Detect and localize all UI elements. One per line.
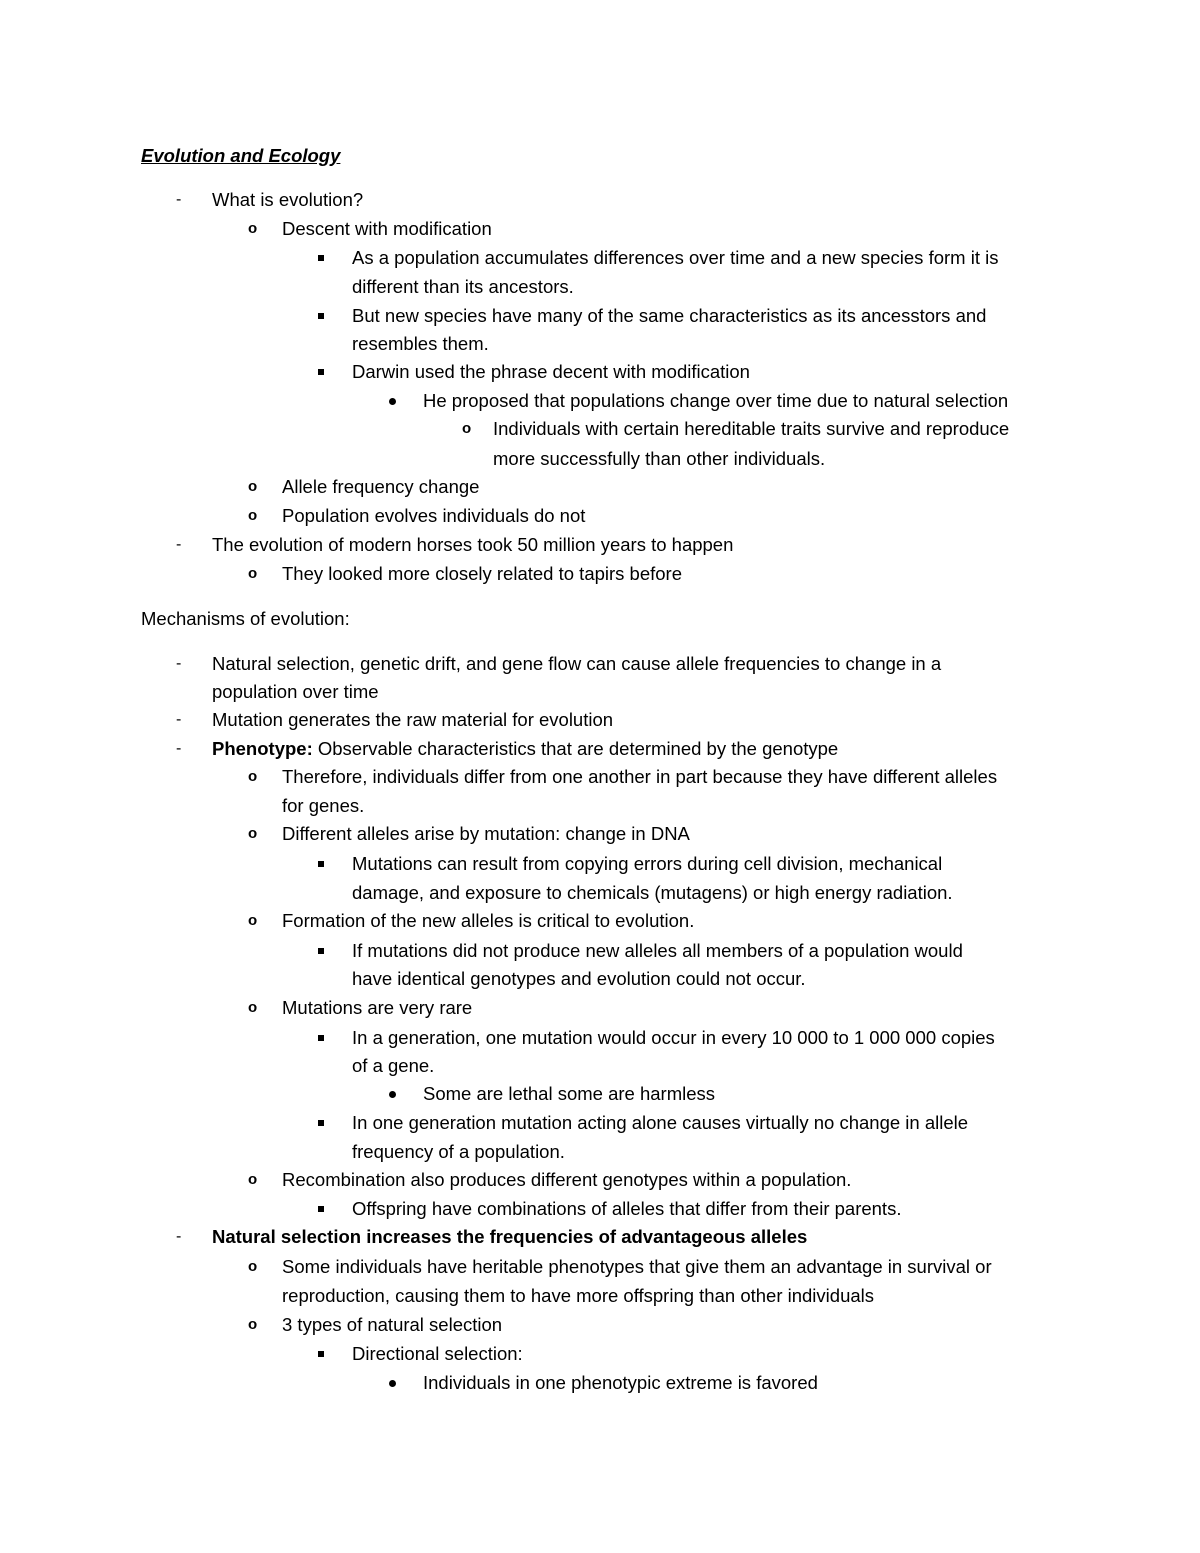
circle-bullet: o	[248, 912, 258, 929]
note-text: Observable characteristics that are determined by the genotype	[312, 738, 839, 759]
note-line: In one generation mutation acting alone causes virtually no change in allele	[352, 1112, 969, 1133]
square-bullet	[318, 369, 324, 375]
dash-bullet: -	[176, 711, 182, 728]
note-line: different than its ancestors.	[352, 276, 574, 297]
note-line: Recombination also produces different genotypes within a population.	[282, 1169, 852, 1190]
note-line: What is evolution?	[212, 189, 364, 210]
note-line: frequency of a population.	[352, 1141, 565, 1162]
circle-bullet: o	[248, 1258, 258, 1275]
circle-bullet: o	[248, 565, 258, 582]
dot-bullet	[389, 1380, 396, 1387]
note-line: If mutations did not produce new alleles all members of a population would	[352, 940, 963, 961]
note-line: In a generation, one mutation would occur in every 10 000 to 1 000 000 copies	[352, 1027, 995, 1048]
note-line: Mutations can result from copying errors during cell division, mechanical	[352, 853, 943, 874]
square-bullet	[318, 861, 324, 867]
note-line: Some are lethal some are harmless	[423, 1083, 716, 1104]
note-line: population over time	[212, 681, 379, 702]
note-line: of a gene.	[352, 1055, 435, 1076]
note-line: Different alleles arise by mutation: change in DNA	[282, 823, 690, 844]
note-line: Offspring have combinations of alleles that differ from their parents.	[352, 1198, 902, 1219]
note-line: Population evolves individuals do not	[282, 505, 586, 526]
square-bullet	[318, 1351, 324, 1357]
note-line: They looked more closely related to tapirs before	[282, 563, 683, 584]
square-bullet	[318, 1206, 324, 1212]
section-heading: Mechanisms of evolution:	[141, 608, 350, 629]
dash-bullet: -	[176, 740, 182, 757]
dash-bullet: -	[176, 191, 182, 208]
note-line: Formation of the new alleles is critical to evolution.	[282, 910, 695, 931]
circle-bullet: o	[248, 507, 258, 524]
dash-bullet: -	[176, 655, 182, 672]
note-line: He proposed that populations change over time due to natural selection	[423, 390, 1009, 411]
note-line: Mutations are very rare	[282, 997, 473, 1018]
dash-bullet: -	[176, 1228, 182, 1245]
note-line: 3 types of natural selection	[282, 1314, 503, 1335]
circle-bullet: o	[248, 768, 258, 785]
note-line: But new species have many of the same characteristics as its ancesstors and	[352, 305, 987, 326]
circle-bullet: o	[248, 999, 258, 1016]
circle-bullet: o	[248, 220, 258, 237]
note-line: Individuals with certain hereditable traits survive and reproduce	[493, 418, 1010, 439]
note-line: Allele frequency change	[282, 476, 480, 497]
square-bullet	[318, 1120, 324, 1126]
bold-term: Phenotype:	[212, 738, 313, 759]
note-line: reproduction, causing them to have more offspring than other individuals	[282, 1285, 875, 1306]
note-line: As a population accumulates differences over time and a new species form it is	[352, 247, 999, 268]
note-line: Therefore, individuals differ from one another in part because they have different alleles	[282, 766, 998, 787]
square-bullet	[318, 313, 324, 319]
square-bullet	[318, 948, 324, 954]
document-title: Evolution and Ecology	[141, 145, 341, 166]
circle-bullet: o	[248, 1171, 258, 1188]
note-line: The evolution of modern horses took 50 million years to happen	[212, 534, 734, 555]
note-line: damage, and exposure to chemicals (mutagens) or high energy radiation.	[352, 882, 953, 903]
note-line: Natural selection, genetic drift, and gene flow can cause allele frequencies to change in a	[212, 653, 942, 674]
note-line: more successfully than other individuals.	[493, 448, 826, 469]
note-line: Directional selection:	[352, 1343, 523, 1364]
note-line: Mutation generates the raw material for evolution	[212, 709, 614, 730]
circle-bullet: o	[248, 825, 258, 842]
note-line	[212, 1226, 807, 1248]
dot-bullet	[389, 398, 396, 405]
note-line: Darwin used the phrase decent with modification	[352, 361, 750, 382]
note-line	[212, 738, 838, 760]
dot-bullet	[389, 1091, 396, 1098]
note-line: Descent with modification	[282, 218, 492, 239]
square-bullet	[318, 1035, 324, 1041]
note-line: have identical genotypes and evolution could not occur.	[352, 968, 806, 989]
note-line: for genes.	[282, 795, 365, 816]
note-line: resembles them.	[352, 333, 489, 354]
circle-bullet: o	[248, 478, 258, 495]
note-line: Individuals in one phenotypic extreme is favored	[423, 1372, 818, 1393]
dash-bullet: -	[176, 536, 182, 553]
square-bullet	[318, 255, 324, 261]
note-line: Some individuals have heritable phenotypes that give them an advantage in survival or	[282, 1256, 992, 1277]
circle-bullet: o	[248, 1316, 258, 1333]
bold-term: Natural selection increases the frequencies of advantageous alleles	[212, 1226, 808, 1247]
circle-bullet: o	[462, 420, 472, 437]
